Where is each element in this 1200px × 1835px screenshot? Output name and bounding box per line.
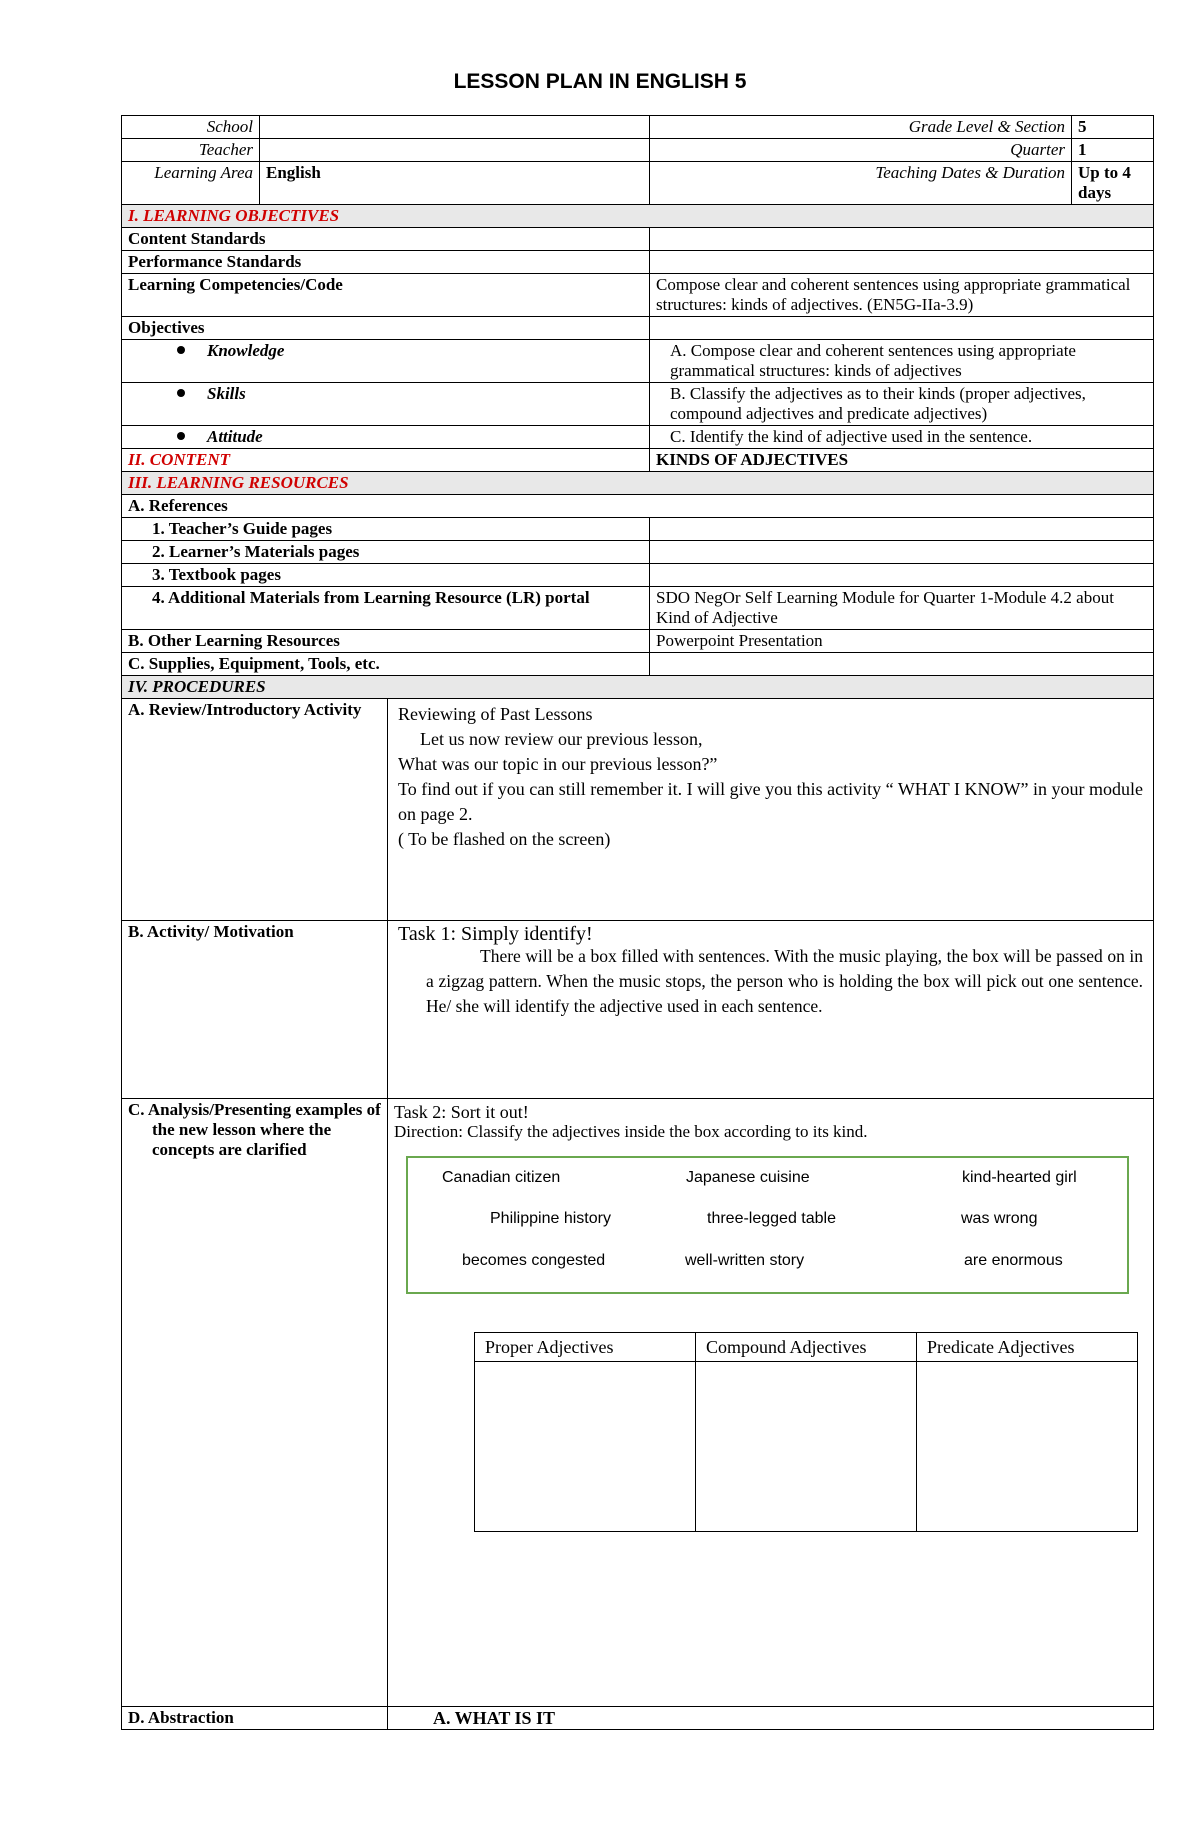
analysis-row bbox=[122, 1099, 1154, 1707]
adjective-item: are enormous bbox=[964, 1252, 1063, 1269]
teachers-guide-row bbox=[122, 518, 1154, 541]
school-label: School bbox=[122, 116, 260, 139]
adjective-item: well-written story bbox=[685, 1252, 805, 1269]
analysis-label: C. Analysis/Presenting examples of the new lesson where the concepts are clarified bbox=[122, 1099, 388, 1707]
sort-header-predicate: Predicate Adjectives bbox=[917, 1333, 1138, 1362]
abstraction-row bbox=[122, 1707, 1154, 1730]
content-row bbox=[122, 449, 1154, 472]
attitude-label: Attitude bbox=[122, 426, 650, 449]
knowledge-row bbox=[122, 340, 1154, 383]
task1-title: Task 1: Simply identify! bbox=[398, 923, 593, 945]
other-resources-label: B. Other Learning Resources bbox=[122, 630, 650, 653]
school-value bbox=[260, 116, 650, 139]
adjective-item: kind-hearted girl bbox=[962, 1169, 1077, 1186]
bullet-icon bbox=[177, 389, 185, 397]
skills-value: B. Classify the adjectives as to their kinds (proper adjectives, compound adjectives and predicate adjectives) bbox=[650, 383, 1154, 426]
objectives-row bbox=[122, 317, 1154, 340]
additional-materials-label: 4. Additional Materials from Learning Resource (LR) portal bbox=[122, 587, 650, 630]
textbook-row bbox=[122, 564, 1154, 587]
section-heading-procedures bbox=[122, 676, 1154, 699]
objectives-value bbox=[650, 317, 1154, 340]
content-standards-value bbox=[650, 228, 1154, 251]
task1-text: There will be a box filled with sentences. With the music playing, the box will be passed on in a zigzag pattern. When the music stops, the person who is holding the box will pick out one sentence. He/ she will identify the adjective used in each sentence. bbox=[426, 946, 1143, 1016]
textbook-label: 3. Textbook pages bbox=[122, 564, 650, 587]
performance-standards-label: Performance Standards bbox=[122, 251, 650, 274]
learning-area-label: Learning Area bbox=[122, 162, 260, 205]
sort-cell-predicate[interactable] bbox=[917, 1362, 1138, 1532]
sort-header-compound: Compound Adjectives bbox=[696, 1333, 917, 1362]
learners-materials-label: 2. Learner’s Materials pages bbox=[122, 541, 650, 564]
teachers-guide-value bbox=[650, 518, 1154, 541]
knowledge-label: Knowledge bbox=[122, 340, 650, 383]
learners-materials-row bbox=[122, 541, 1154, 564]
review-line: Reviewing of Past Lessons bbox=[398, 704, 593, 724]
adjective-box bbox=[406, 1156, 1129, 1294]
review-label: A. Review/Introductory Activity bbox=[122, 699, 388, 921]
review-row bbox=[122, 699, 1154, 921]
teachers-guide-label: 1. Teacher’s Guide pages bbox=[122, 518, 650, 541]
resources-heading: III. LEARNING RESOURCES bbox=[122, 472, 1154, 495]
adjective-item: Philippine history bbox=[490, 1210, 611, 1227]
school-row bbox=[122, 116, 1154, 139]
teacher-value bbox=[260, 139, 650, 162]
adjective-item: was wrong bbox=[961, 1210, 1038, 1227]
skills-row bbox=[122, 383, 1154, 426]
review-line: ( To be flashed on the screen) bbox=[398, 829, 611, 849]
attitude-row bbox=[122, 426, 1154, 449]
supplies-label: C. Supplies, Equipment, Tools, etc. bbox=[122, 653, 650, 676]
adjective-item: Canadian citizen bbox=[442, 1169, 561, 1186]
procedures-heading: IV. PROCEDURES bbox=[122, 676, 1154, 699]
bullet-icon bbox=[177, 346, 185, 354]
objectives-label: Objectives bbox=[122, 317, 650, 340]
competencies-row bbox=[122, 274, 1154, 317]
sort-table bbox=[474, 1332, 1138, 1532]
content-standards-label: Content Standards bbox=[122, 228, 650, 251]
learning-area-value: English bbox=[260, 162, 650, 205]
quarter-value: 1 bbox=[1072, 139, 1154, 162]
activity-row bbox=[122, 921, 1154, 1099]
quarter-label: Quarter bbox=[650, 139, 1072, 162]
bullet-icon bbox=[177, 432, 185, 440]
page-title: LESSON PLAN IN ENGLISH 5 bbox=[453, 70, 747, 93]
other-resources-value: Powerpoint Presentation bbox=[650, 630, 1154, 653]
analysis-content bbox=[388, 1099, 1154, 1707]
grade-value: 5 bbox=[1072, 116, 1154, 139]
performance-standards-value bbox=[650, 251, 1154, 274]
review-line: Let us now review our previous lesson, bbox=[420, 729, 703, 749]
sort-cell-compound[interactable] bbox=[696, 1362, 917, 1532]
lesson-plan-table bbox=[121, 115, 1154, 1730]
content-heading: II. CONTENT bbox=[122, 449, 650, 472]
textbook-value bbox=[650, 564, 1154, 587]
sort-body-row bbox=[475, 1362, 1138, 1532]
learning-area-row bbox=[122, 162, 1154, 205]
knowledge-value: A. Compose clear and coherent sentences using appropriate grammatical structures: kinds of adjectives bbox=[650, 340, 1154, 383]
review-line: What was our topic in our previous lesson?” bbox=[398, 754, 718, 774]
sort-cell-proper[interactable] bbox=[475, 1362, 696, 1532]
supplies-row bbox=[122, 653, 1154, 676]
task2-title: Task 2: Sort it out! bbox=[394, 1102, 529, 1122]
grade-label: Grade Level & Section bbox=[650, 116, 1072, 139]
attitude-value: C. Identify the kind of adjective used in the sentence. bbox=[650, 426, 1154, 449]
dates-value: Up to 4 days bbox=[1072, 162, 1154, 205]
adjective-item: becomes congested bbox=[462, 1252, 606, 1269]
task2-direction: Direction: Classify the adjectives inside the box according to its kind. bbox=[394, 1122, 868, 1141]
objectives-heading: I. LEARNING OBJECTIVES bbox=[122, 205, 1154, 228]
competencies-value: Compose clear and coherent sentences using appropriate grammatical structures: kinds of adjectives. (EN5G-IIa-3.9) bbox=[650, 274, 1154, 317]
skills-label: Skills bbox=[122, 383, 650, 426]
references-row bbox=[122, 495, 1154, 518]
competencies-label: Learning Competencies/Code bbox=[122, 274, 650, 317]
adjective-item: three-legged table bbox=[707, 1210, 836, 1227]
review-content bbox=[388, 699, 1154, 921]
content-standards-row bbox=[122, 228, 1154, 251]
activity-label: B. Activity/ Motivation bbox=[122, 921, 388, 1099]
adjective-item: Japanese cuisine bbox=[686, 1169, 810, 1186]
sort-header-proper: Proper Adjectives bbox=[475, 1333, 696, 1362]
additional-materials-value: SDO NegOr Self Learning Module for Quarter 1-Module 4.2 about Kind of Adjective bbox=[650, 587, 1154, 630]
supplies-value bbox=[650, 653, 1154, 676]
activity-content bbox=[388, 921, 1154, 1099]
additional-materials-row bbox=[122, 587, 1154, 630]
section-heading-resources bbox=[122, 472, 1154, 495]
review-line: To find out if you can still remember it. I will give you this activity “ WHAT I KNOW” in your module on page 2. bbox=[398, 779, 1143, 824]
other-resources-row bbox=[122, 630, 1154, 653]
abstraction-label: D. Abstraction bbox=[122, 1707, 388, 1730]
learners-materials-value bbox=[650, 541, 1154, 564]
abstraction-value: A. WHAT IS IT bbox=[388, 1707, 1154, 1730]
teacher-row bbox=[122, 139, 1154, 162]
dates-label: Teaching Dates & Duration bbox=[650, 162, 1072, 205]
references-label: A. References bbox=[122, 495, 1154, 518]
teacher-label: Teacher bbox=[122, 139, 260, 162]
content-value: KINDS OF ADJECTIVES bbox=[650, 449, 1154, 472]
sort-header-row bbox=[475, 1333, 1138, 1362]
performance-standards-row bbox=[122, 251, 1154, 274]
section-heading-objectives bbox=[122, 205, 1154, 228]
